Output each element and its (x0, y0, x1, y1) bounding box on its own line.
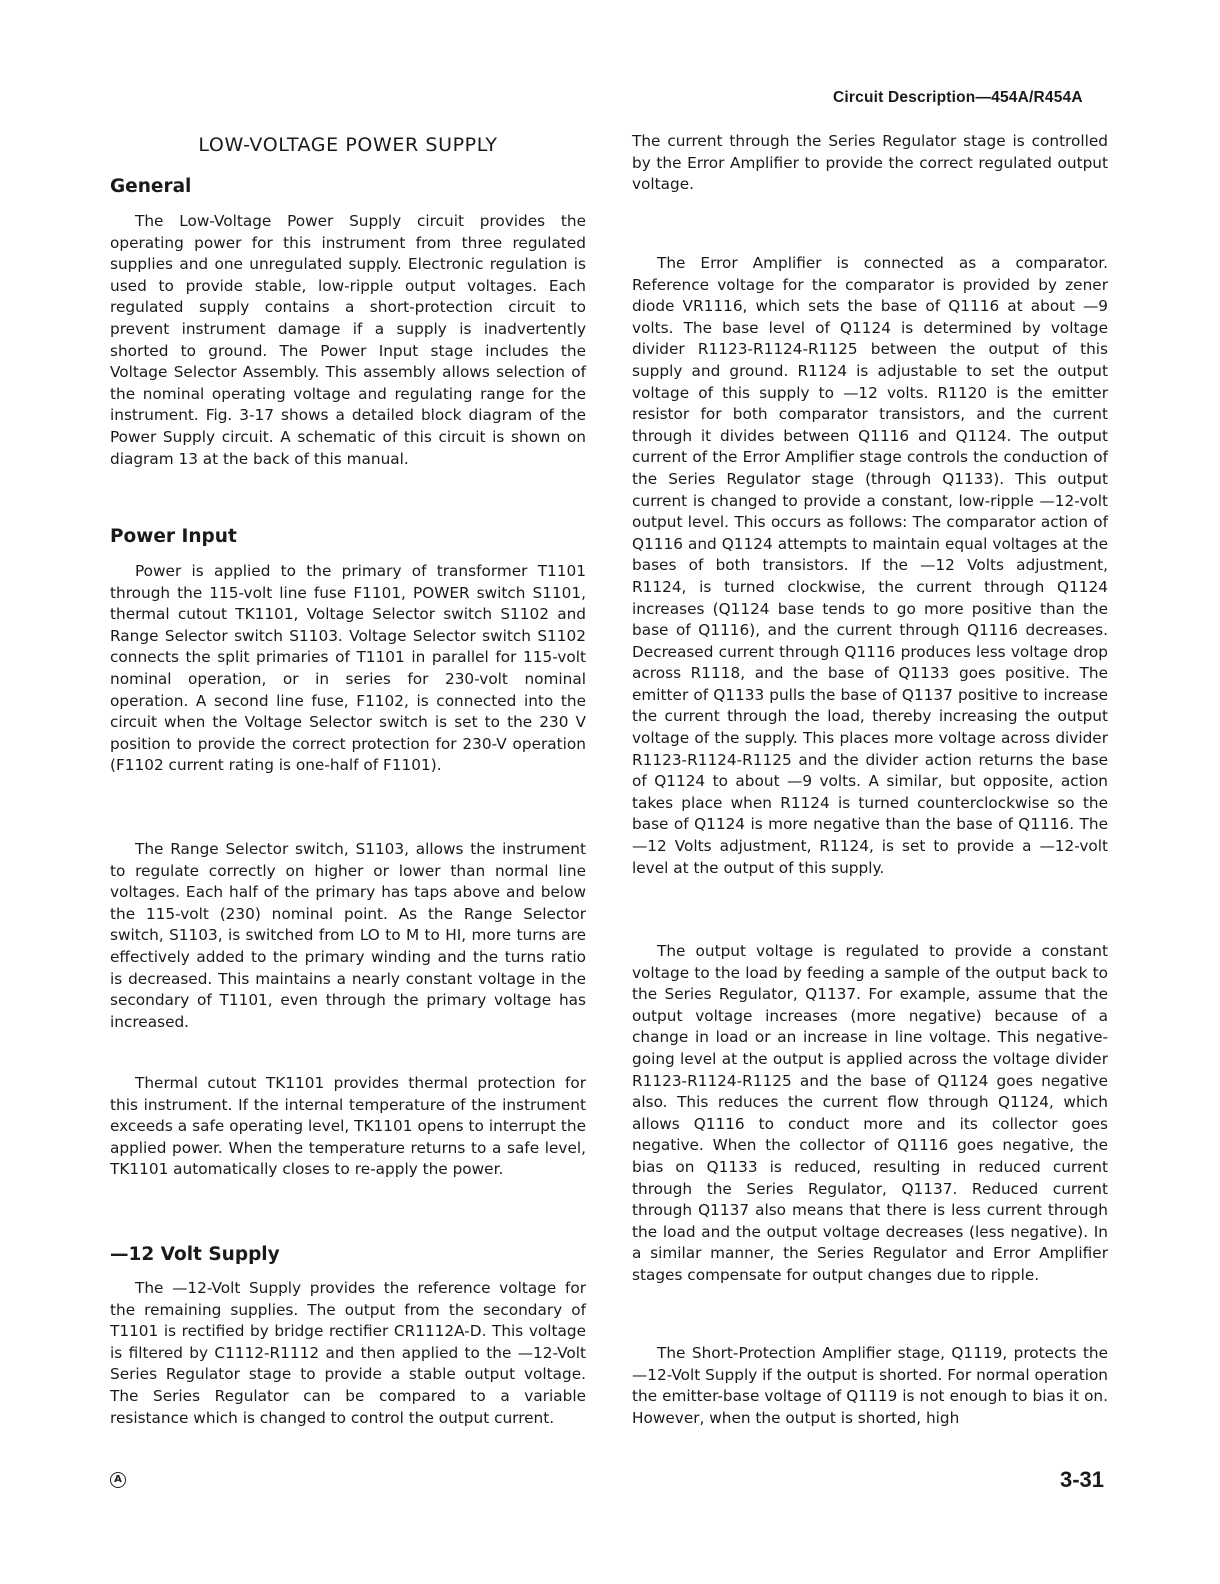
running-head: Circuit Description—454A/R454A (833, 89, 1083, 106)
paragraph-output-regulation: The output voltage is regulated to provide a constant voltage to the load by feeding a sample of the output back to the Series Regulator, Q1137. For example, assume that the output voltage increases (more negative) because of a change in load or an increase in line voltage. This negative-going level at the output is applied across the voltage divider R1123-R1124-R1125 and the base of Q1124 goes negative also. This reduces the current flow through Q1124, which allows Q1116 to conduct more and its collector goes negative. When the collector of Q1116 goes negative, the bias on Q1133 is reduced, resulting in reduced current through the Series Regulator, Q1137. Reduced current through Q1137 also means that there is less current through the load and the output voltage decreases (less negative). In a similar manner, the Series Regulator and Error Amplifier stages compensate for output changes due to ripple. (632, 942, 1108, 1284)
heading-general: General (110, 176, 192, 197)
paragraph-power-input-2: The Range Selector switch, S1103, allows the instrument to regulate correctly on higher or lower than normal line voltages. Each half of the primary has taps above and below the 115-volt (230) nominal point. As the Range Selector switch, S1103, is switched from LO to M to HI, more turns are effectively added to the primary winding and the turns ratio is decreased. This maintains a nearly constant voltage in the secondary of T1101, even through the primary voltage has increased. (110, 840, 586, 1031)
heading-minus12-supply: —12 Volt Supply (110, 1244, 280, 1265)
section-title: LOW-VOLTAGE POWER SUPPLY (198, 134, 498, 156)
paragraph-power-input-1: Power is applied to the primary of transformer T1101 through the 115-volt line fuse F1101, POWER switch S1101, thermal cutout TK1101, Voltage Selector switch S1102 and Range Selector switch S1103. Voltage Selector switch S1102 connects the split primaries of T1101 in parallel for 115-volt nominal operation, or in series for 230-volt nominal operation. A second line fuse, F1102, is connected into the circuit when the Voltage Selector switch is set to the 230 V position to provide the correct protection for 230-V operation (F1102 current rating is one-half of F1101). (110, 562, 586, 775)
paragraph-short-protection: The Short-Protection Amplifier stage, Q1119, protects the —12-Volt Supply if the output is shorted. For normal operation the emitter-base voltage of Q1119 is not enough to bias it on. However, when the output is shorted, high (632, 1344, 1108, 1427)
paragraph-general: The Low-Voltage Power Supply circuit provides the operating power for this instrument from three regulated supplies and one unregulated supply. Electronic regulation is used to provide stable, low-ripple output voltages. Each regulated supply contains a short-protection circuit to prevent instrument damage if a supply is inadvertently shorted to ground. The Power Input stage includes the Voltage Selector Assembly. This assembly allows selection of the nominal operating voltage and regulating range for the instrument. Fig. 3-17 shows a detailed block diagram of the Power Supply circuit. A schematic of this circuit is shown on diagram 13 at the back of this manual. (110, 212, 586, 468)
paragraph-series-regulator: The current through the Series Regulator stage is controlled by the Error Amplifier to provide the correct regulated output voltage. (632, 132, 1108, 194)
heading-power-input: Power Input (110, 526, 237, 547)
paragraph-error-amplifier: The Error Amplifier is connected as a comparator. Reference voltage for the comparator is provided by zener diode VR1116, which sets the base of Q1116 at about —9 volts. The base level of Q1124 is determined by voltage divider R1123-R1124-R1125 between the output of this supply and ground. R1124 is adjustable to set the output voltage of this supply to —12 volts. R1120 is the emitter resistor for both comparator transistors, and the current through it divides between Q1116 and Q1124. The output current of the Error Amplifier stage controls the conduction of the Series Regulator stage (through Q1133). This output current is changed to provide a constant, low-ripple —12-volt output level. This occurs as follows: The comparator action of Q1116 and Q1124 attempts to maintain equal voltages at the bases of both transistors. If the —12 Volts adjustment, R1124, is turned clockwise, the current through Q1124 increases (Q1124 base tends to go more positive than the base of Q1116), and the current through Q1116 decreases. Decreased current through Q1116 produces less voltage drop across R1118, and the base of Q1133 goes positive. The emitter of Q1133 pulls the base of Q1137 positive to increase the current through the load, thereby increasing the output voltage of the supply. This places more voltage across divider R1123-R1124-R1125 and the divider action returns the base of Q1124 to about —9 volts. A similar, but opposite, action takes place when R1124 is turned counterclockwise so the base of Q1124 is more negative than the base of Q1116. The —12 Volts adjustment, R1124, is set to provide a —12-volt level at the output of this supply. (632, 254, 1108, 877)
paragraph-minus12-supply: The —12-Volt Supply provides the reference voltage for the remaining supplies. The output from the secondary of T1101 is rectified by bridge rectifier CR1112A-D. This voltage is filtered by C1112-R1112 and then applied to the —12-Volt Series Regulator stage to provide a stable output voltage. The Series Regulator can be compared to a variable resistance which is changed to control the output current. (110, 1279, 586, 1427)
revision-mark: A (110, 1472, 126, 1488)
paragraph-power-input-3: Thermal cutout TK1101 provides thermal protection for this instrument. If the internal temperature of the instrument exceeds a safe operating level, TK1101 opens to interrupt the applied power. When the temperature returns to a safe level, TK1101 automatically closes to re-apply the power. (110, 1074, 586, 1179)
page-number: 3-31 (1060, 1467, 1105, 1492)
